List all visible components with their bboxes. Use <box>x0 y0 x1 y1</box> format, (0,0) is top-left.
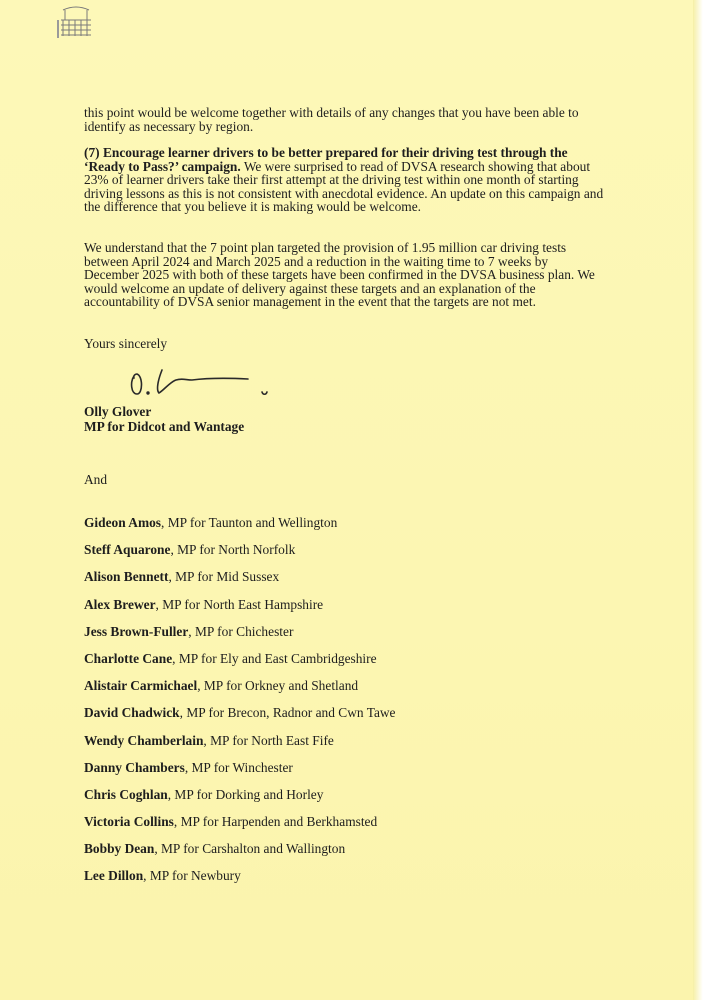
cosignatory-role: , MP for North East Fife <box>203 732 334 748</box>
cosignatory-role: , MP for Winchester <box>184 759 293 775</box>
cosignatory-role: , MP for Dorking and Horley <box>167 786 324 802</box>
paragraph-region: this point would be welcome together with details of any changes that you have been able to identify as necessary by region. <box>84 105 579 134</box>
cosignatory-item <box>84 597 396 624</box>
cosignatory-name: Jess Brown-Fuller <box>84 623 189 639</box>
cosignatory-name: Alison Bennett <box>84 569 169 585</box>
paragraph-heading: (7) Encourage learner drivers to be better prepared for their driving test through the ‘Ready to Pass?’ campaign. <box>84 145 568 174</box>
signer-title: MP for Didcot and Wantage <box>84 419 245 434</box>
cosignatory-list <box>84 515 396 896</box>
cosignatory-item <box>84 569 396 596</box>
cosignatory-role: , MP for Orkney and Shetland <box>197 678 359 694</box>
cosignatory-role: , MP for Mid Sussex <box>168 569 280 585</box>
cosignatory-item <box>84 868 396 895</box>
cosignatory-role: , MP for Taunton and Wellington <box>161 515 338 530</box>
cosignatory-item <box>84 542 396 569</box>
signature-image <box>128 366 288 402</box>
cosignatory-item <box>84 760 396 787</box>
cosignatory-item <box>84 678 396 705</box>
cosignatory-name: Danny Chambers <box>84 759 185 775</box>
cosignatory-item <box>84 624 396 651</box>
cosignatory-item <box>84 841 396 868</box>
and-label: And <box>84 472 108 487</box>
cosignatory-role: , MP for North East Hampshire <box>155 596 324 612</box>
cosignatory-name: Alex Brewer <box>84 596 156 612</box>
cosignatory-name: Victoria Collins <box>84 814 174 830</box>
cosignatory-role: , MP for Ely and East Cambridgeshire <box>172 650 377 666</box>
cosignatory-item <box>84 651 396 678</box>
page-edge <box>693 0 707 1000</box>
cosignatory-role: , MP for Brecon, Radnor and Cwn Tawe <box>179 705 396 721</box>
cosignatory-name: Alistair Carmichael <box>84 678 198 694</box>
paragraph-targets: We understand that the 7 point plan targeted the provision of 1.95 million car driving tests between April 2024 and March 2025 and a reduction in the waiting time to 7 weeks by December 2025 with both of these targets have been confirmed in the DVSA business plan. We would welcome an update of delivery against these targets and an explanation of the accountability of DVSA senior management in the event that the targets are not met. <box>84 240 595 310</box>
cosignatory-item <box>84 787 396 814</box>
cosignatory-name: David Chadwick <box>84 705 180 721</box>
cosignatory-item <box>84 733 396 760</box>
cosignatory-item <box>84 515 396 542</box>
cosignatory-role: , MP for North Norfolk <box>170 542 296 558</box>
cosignatory-name: Lee Dillon <box>84 868 144 884</box>
cosignatory-name: Steff Aquarone <box>84 542 171 558</box>
cosignatory-name: Chris Coghlan <box>84 786 168 802</box>
cosignatory-role: , MP for Newbury <box>143 868 241 884</box>
cosignatory-name: Gideon Amos <box>84 515 162 530</box>
cosignatory-name: Bobby Dean <box>84 841 155 857</box>
closing: Yours sincerely <box>84 336 168 351</box>
cosignatory-name: Wendy Chamberlain <box>84 732 204 748</box>
portcullis-icon <box>55 6 97 40</box>
cosignatory-item <box>84 814 396 841</box>
cosignatory-role: , MP for Chichester <box>188 623 294 639</box>
cosignatory-name: Charlotte Cane <box>84 650 173 666</box>
paragraph-ready-to-pass <box>84 146 604 214</box>
paragraph-body: We were surprised to read of DVSA research showing that about 23% of learner drivers take their first attempt at the driving test within one month of starting driving lessons as this is not consistent with anecdotal evidence. An update on this campaign and the difference that you believe it is making would be welcome. <box>84 158 604 215</box>
cosignatory-role: , MP for Carshalton and Wallington <box>154 841 346 857</box>
cosignatory-item <box>84 705 396 732</box>
cosignatory-role: , MP for Harpenden and Berkhamsted <box>173 814 378 830</box>
signer-name: Olly Glover <box>84 404 152 419</box>
